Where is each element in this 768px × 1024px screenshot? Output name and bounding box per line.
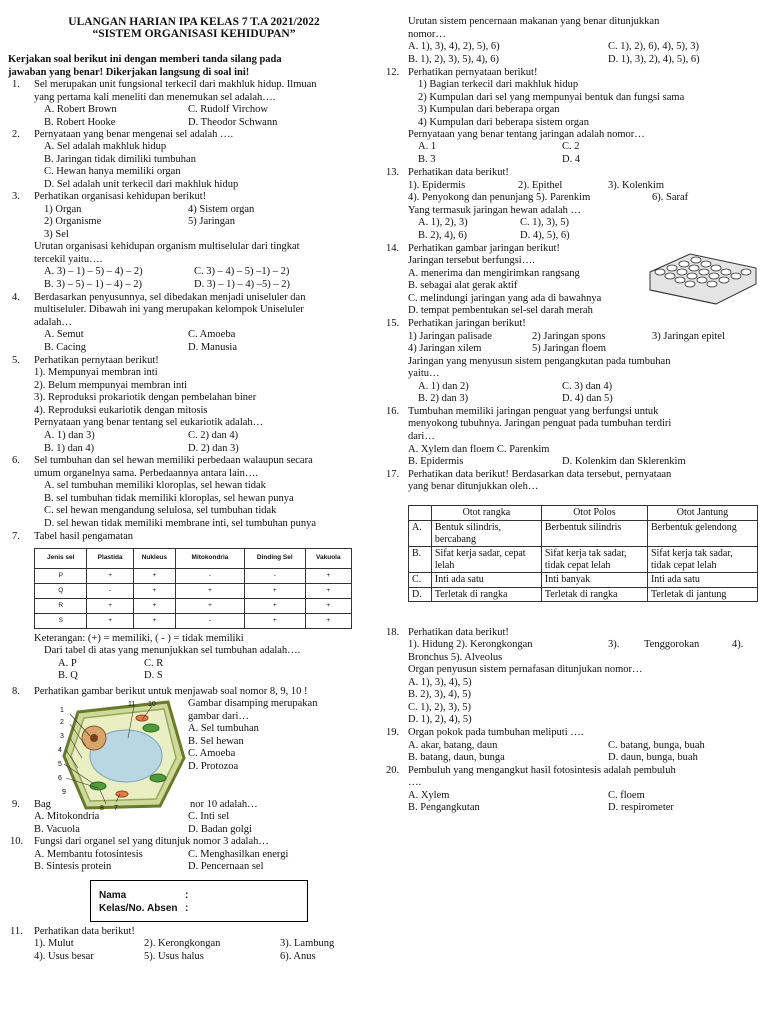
table-cell: + xyxy=(87,569,133,584)
question-text: nor 10 adalah… xyxy=(190,799,258,810)
question-number: 16. xyxy=(386,406,400,417)
name-box xyxy=(90,880,308,922)
list-item: 2). Epithel xyxy=(518,180,563,191)
question-text: Jaringan yang menyusun sistem pengangkutan pada tumbuhan xyxy=(408,356,671,367)
table-cell: S xyxy=(35,614,87,629)
option-c[interactable]: C. Inti sel xyxy=(188,811,230,822)
question-text: Perhatikan organisasi kehidupan berikut! xyxy=(34,191,207,202)
list-item: Bronchus 5). Alveolus xyxy=(408,652,503,663)
question-number: 8. xyxy=(12,686,20,697)
question-text: Pernyataan yang benar tentang sel eukariotik adalah… xyxy=(34,417,264,428)
list-item: 2) Organisme xyxy=(44,216,102,227)
option-b[interactable]: B. 1), 2), 3), 5), 4), 6) xyxy=(408,54,499,65)
option-c[interactable]: C. 3) – 4) – 5) –1) – 2) xyxy=(194,266,290,277)
question-text: Perhatikan data berikut! xyxy=(408,167,509,178)
class-label: Kelas/No. Absen xyxy=(99,903,178,914)
list-item: 4). Penyokong dan penunjang 5). Parenkim xyxy=(408,192,591,203)
option-a[interactable]: A. 1 xyxy=(418,141,437,152)
table-cell: Inti banyak xyxy=(541,573,647,588)
option-c[interactable]: C. floem xyxy=(608,790,645,801)
option-a[interactable]: A. 1) dan 2) xyxy=(418,381,469,392)
list-item: 6). Anus xyxy=(280,951,316,962)
question-number: 10. xyxy=(10,836,24,847)
option-b[interactable]: B. 2), 3), 4), 5) xyxy=(408,689,471,700)
option-d[interactable]: D. Sel adalah unit terkecil dari makhluk hidup xyxy=(44,179,239,190)
list-item: 4) Jaringan xilem xyxy=(408,343,482,354)
question-text: tercekil yaitu…. xyxy=(34,254,103,265)
list-item: 3). Lambung xyxy=(280,938,335,949)
question-number: 19. xyxy=(386,727,400,738)
option-c[interactable]: C. Hewan hanya memiliki organ xyxy=(44,166,181,177)
question-number: 4. xyxy=(12,292,20,303)
question-number: 14. xyxy=(386,243,400,254)
question-number: 9. xyxy=(12,799,20,810)
question-text: Perhatikan pernyataan berikut! xyxy=(408,67,538,78)
table-cell: + xyxy=(244,584,305,599)
question-text: Perhatikan jaringan berikut! xyxy=(408,318,526,329)
question-text: Urutan organisasi kehidupan organism multiselular dari tingkat xyxy=(34,241,300,252)
table-cell: + xyxy=(87,599,133,614)
nucleolus xyxy=(90,734,98,742)
question-text: Fungsi dari organel sel yang ditunjuk nomor 3 adalah… xyxy=(34,836,269,847)
table-header: Mitokondria xyxy=(175,549,244,569)
list-item: 4) Kumpulan dari beberapa sistem organ xyxy=(418,117,589,128)
option-b[interactable]: B. Jaringan tidak dimiliki tumbuhan xyxy=(44,154,196,165)
name-colon: : xyxy=(185,890,189,901)
question-text: Jaringan tersebut berfungsi…. xyxy=(408,255,535,266)
observation-table xyxy=(34,548,352,629)
option-a[interactable]: A. Sel tumbuhan xyxy=(188,723,259,734)
question-text: Pernyataan yang benar mengenai sel adalah …. xyxy=(34,129,234,140)
list-item: 3) Kumpulan dari beberapa organ xyxy=(418,104,560,115)
table-cell: Bentuk silindris, bercabang xyxy=(431,521,541,547)
table-cell: + xyxy=(133,584,175,599)
list-item: 5). Usus halus xyxy=(144,951,204,962)
option-d[interactable]: D. Theodor Schwann xyxy=(188,117,278,128)
question-text: yang pertama kali meneliti dan menemukan sel adalah…. xyxy=(34,92,276,103)
question-number: 18. xyxy=(386,627,400,638)
question-number: 15. xyxy=(386,318,400,329)
list-item: 3) Jaringan epitel xyxy=(652,331,725,342)
table-cell: Inti ada satu xyxy=(431,573,541,588)
question-text: Pernyataan yang benar tentang jaringan adalah nomor… xyxy=(408,129,645,140)
option-d[interactable]: D. Manusia xyxy=(188,342,237,353)
option-d[interactable]: D. 4) dan 5) xyxy=(562,393,613,404)
table-cell: - xyxy=(87,584,133,599)
option-b[interactable]: B. Sintesis protein xyxy=(34,861,112,872)
option-b[interactable]: B. Epidermis xyxy=(408,456,464,467)
option-a[interactable]: A. 1), 3), 4), 2), 5), 6) xyxy=(408,41,500,52)
question-text: …. xyxy=(408,777,422,788)
table-legend: Keterangan: (+) = memiliki, ( - ) = tidak memiliki xyxy=(34,633,244,644)
option-d[interactable]: D. 2) dan 3) xyxy=(188,443,239,454)
option-a[interactable]: A. P xyxy=(58,658,77,669)
list-item: 4). xyxy=(732,639,744,650)
instruction-line-1: Kerjakan soal berikut ini dengan memberi tanda silang pada xyxy=(8,54,282,65)
list-item: 1). Mempunyai membran inti xyxy=(34,367,158,378)
list-item: 1). Mulut xyxy=(34,938,74,949)
option-a[interactable]: A. Robert Brown xyxy=(44,104,117,115)
question-number: 5. xyxy=(12,355,20,366)
list-item: Tenggorokan xyxy=(644,639,700,650)
option-d[interactable]: D. Protozoa xyxy=(188,761,239,772)
table-cell: D. xyxy=(409,587,432,602)
question-text: Sel merupakan unit fungsional terkecil dari makhluk hidup. Ilmuan xyxy=(34,79,317,90)
option-c[interactable]: C. 3) dan 4) xyxy=(562,381,613,392)
option-c[interactable]: C. 2 xyxy=(562,141,580,152)
table-row[interactable] xyxy=(409,573,758,588)
table-cell: Terletak di rangka xyxy=(541,587,647,602)
instruction-line-2: jawaban yang benar! Dikerjakan langsung di soal ini! xyxy=(8,67,250,78)
table-cell: + xyxy=(87,614,133,629)
list-item: 3). xyxy=(608,639,620,650)
cell-label: 6 xyxy=(58,775,62,782)
question-text: Berdasarkan penyusunnya, sel dibedakan menjadi uniseluler dan xyxy=(34,292,306,303)
option-d[interactable]: D. daun, bunga, buah xyxy=(608,752,698,763)
cell-label: 2 xyxy=(60,719,64,726)
table-cell: + xyxy=(133,614,175,629)
table-cell: + xyxy=(133,569,175,584)
table-cell: Berbentuk gelendong xyxy=(647,521,757,547)
table-cell: - xyxy=(244,569,305,584)
question-text: Perhatikan pernytaan berikut! xyxy=(34,355,159,366)
option-c[interactable]: C. 2) dan 4) xyxy=(188,430,239,441)
option-b[interactable]: B. Vacuola xyxy=(34,824,80,835)
question-text: Organ pokok pada tumbuhan meliputi …. xyxy=(408,727,584,738)
option-a[interactable]: A. Mitokondria xyxy=(34,811,100,822)
option-b[interactable]: B. Pengangkutan xyxy=(408,802,480,813)
cell-label: 7 xyxy=(114,805,118,812)
question-text: yaitu… xyxy=(408,368,440,379)
list-item: 2) Jaringan spons xyxy=(532,331,606,342)
option-c[interactable]: C. sel hewan mengandung selulosa, sel tumbuhan tidak xyxy=(44,505,277,516)
table-cell: - xyxy=(175,614,244,629)
cell-label: 8 xyxy=(100,805,104,812)
option-c[interactable]: C. Menghasilkan energi xyxy=(188,849,289,860)
question-number: 2. xyxy=(12,129,20,140)
table-header: Jenis sel xyxy=(35,549,87,569)
table-cell: Terletak di jantung xyxy=(647,587,757,602)
option-d[interactable]: D. respirometer xyxy=(608,802,674,813)
table-cell: Berbentuk silindris xyxy=(541,521,647,547)
option-a[interactable]: A. Xylem dan floem C. Parenkim xyxy=(408,444,550,455)
cell-label: 4 xyxy=(58,747,62,754)
chloroplast xyxy=(150,774,166,782)
option-a[interactable]: A. Semut xyxy=(44,329,84,340)
table-header xyxy=(409,506,432,521)
option-b[interactable]: B. 2) dan 3) xyxy=(418,393,469,404)
option-b[interactable]: B. sebagai alat gerak aktif xyxy=(408,280,518,291)
list-item: 1). Epidermis xyxy=(408,180,466,191)
question-text: Urutan sistem pencernaan makanan yang benar ditunjukkan xyxy=(408,16,660,27)
cell-label: 10 xyxy=(148,701,156,708)
page-title: ULANGAN HARIAN IPA KELAS 7 T.A 2021/2022 xyxy=(68,16,320,28)
table-cell: - xyxy=(175,569,244,584)
table-cell: Q xyxy=(35,584,87,599)
question-text: gambar dari… xyxy=(188,711,249,722)
mitochondria xyxy=(136,715,148,721)
option-d[interactable]: D. 4), 5), 6) xyxy=(520,230,570,241)
table-cell: + xyxy=(175,599,244,614)
question-number: 6. xyxy=(12,455,20,466)
name-label: Nama xyxy=(99,890,127,901)
option-b[interactable]: B. Robert Hooke xyxy=(44,117,116,128)
list-item: 5) Jaringan xyxy=(188,216,235,227)
list-item: 3). Reproduksi prokariotik dengan pembelahan biner xyxy=(34,392,257,403)
option-a[interactable]: A. Xylem xyxy=(408,790,450,801)
mitochondria xyxy=(116,791,128,797)
question-number: 17. xyxy=(386,469,400,480)
option-a[interactable]: A. akar, batang, daun xyxy=(408,740,498,751)
question-text: yang benar ditunjukkan oleh… xyxy=(408,481,539,492)
question-number: 12. xyxy=(386,67,400,78)
table-cell: Sifat kerja tak sadar, tidak cepat lelah xyxy=(647,547,757,573)
table-header: Vakuola xyxy=(305,549,351,569)
table-cell: + xyxy=(175,584,244,599)
list-item: 1) Jaringan palisade xyxy=(408,331,492,342)
table-cell: Sifat kerja tak sadar, tidak cepat lelah xyxy=(541,547,647,573)
option-d[interactable]: D. Pencernaan sel xyxy=(188,861,264,872)
muscle-table xyxy=(408,505,758,602)
option-d[interactable]: D. S xyxy=(144,670,163,681)
table-row xyxy=(35,614,352,629)
list-item: 1) Organ xyxy=(44,204,82,215)
question-text: Tumbuhan memiliki jaringan penguat yang berfungsi untuk xyxy=(408,406,659,417)
table-cell: Terletak di rangka xyxy=(431,587,541,602)
table-cell: + xyxy=(305,614,351,629)
question-text: Bag xyxy=(34,799,51,810)
option-d[interactable]: D. 4 xyxy=(562,154,581,165)
option-c[interactable]: C. 1), 2), 3), 5) xyxy=(408,702,471,713)
option-d[interactable]: D. 3) – 1) – 4) –5) – 2) xyxy=(194,279,290,290)
option-b[interactable]: B. Cacing xyxy=(44,342,86,353)
list-item: 5) Jaringan floem xyxy=(532,343,607,354)
cell-label: 1 xyxy=(60,707,64,714)
table-cell: + xyxy=(244,599,305,614)
list-item: 4) Sistem organ xyxy=(188,204,255,215)
question-number: 7. xyxy=(12,531,20,542)
option-c[interactable]: C. 1), 3), 5) xyxy=(520,217,569,228)
option-a[interactable]: A. sel tumbuhan memiliki kloroplas, sel hewan tidak xyxy=(44,480,266,491)
question-text: multiseluler. Dibawah ini yang merupakan kelompok Uniseluler xyxy=(34,304,304,315)
question-text: Perhatikan gambar jaringan berikut! xyxy=(408,243,560,254)
table-row[interactable] xyxy=(409,547,758,573)
option-b[interactable]: B. Q xyxy=(58,670,78,681)
table-cell: + xyxy=(133,599,175,614)
table-header: Otot Jantung xyxy=(647,506,757,521)
list-item: 1). Hidung 2). Kerongkongan xyxy=(408,639,533,650)
list-item: 2) Kumpulan dari sel yang mempunyai bentuk dan fungsi sama xyxy=(418,92,685,103)
list-item: 3). Kolenkim xyxy=(608,180,664,191)
page-subtitle: “SISTEM ORGANISASI KEHIDUPAN” xyxy=(92,28,296,40)
table-header: Otot Polos xyxy=(541,506,647,521)
option-a[interactable]: A. 3) – 1) – 5) – 4) – 2) xyxy=(44,266,143,277)
option-d[interactable]: D. tempat pembentukan sel-sel darah merah xyxy=(408,305,593,316)
list-item: 6). Saraf xyxy=(652,192,689,203)
question-text: Tabel hasil pengamatan xyxy=(34,531,133,542)
question-number: 13. xyxy=(386,167,400,178)
option-d[interactable]: D. Kolenkim dan Sklerenkim xyxy=(562,456,686,467)
table-header: Otot rangka xyxy=(431,506,541,521)
question-number: 20. xyxy=(386,765,400,776)
class-colon: : xyxy=(185,903,189,914)
question-text: Organ penyusun sistem pernafasan ditunjukan nomor… xyxy=(408,664,643,675)
table-header: Nukleus xyxy=(133,549,175,569)
question-text: menyokong tubuhnya. Jaringan penguat pada tumbuhan terdiri xyxy=(408,418,672,429)
option-d[interactable]: D. Badan golgi xyxy=(188,824,252,835)
question-text: Perhatikan data berikut! xyxy=(408,627,509,638)
table-cell: + xyxy=(305,584,351,599)
tissue-image xyxy=(646,250,758,308)
option-b[interactable]: B. 2), 4), 6) xyxy=(418,230,467,241)
question-text: Yang termasuk jaringan hewan adalah … xyxy=(408,205,582,216)
list-item: 2). Belum mempunyai membran inti xyxy=(34,380,188,391)
table-cell: A. xyxy=(409,521,432,547)
table-cell: + xyxy=(244,614,305,629)
table-header: Dinding Sel xyxy=(244,549,305,569)
question-text: Sel tumbuhan dan sel hewan memiliki perbedaan walaupun secara xyxy=(34,455,313,466)
table-cell: B. xyxy=(409,547,432,573)
option-c[interactable]: C. batang, bunga, buah xyxy=(608,740,705,751)
question-text: Perhatikan data berikut! xyxy=(34,926,135,937)
question-text: nomor… xyxy=(408,29,446,40)
list-item: 4). Reproduksi eukariotik dengan mitosis xyxy=(34,405,208,416)
option-a[interactable]: A. 1) dan 3) xyxy=(44,430,95,441)
option-c[interactable]: C. melindungi jaringan yang ada di bawahnya xyxy=(408,293,602,304)
table-cell: + xyxy=(305,599,351,614)
table-cell: + xyxy=(305,569,351,584)
question-number: 11. xyxy=(10,926,23,937)
table-cell: R xyxy=(35,599,87,614)
option-b[interactable]: B. sel tumbuhan tidak memiliki kloroplas, sel hewan punya xyxy=(44,493,294,504)
option-a[interactable]: A. menerima dan mengirimkan rangsang xyxy=(408,268,580,279)
table-row[interactable] xyxy=(409,587,758,602)
option-a[interactable]: A. 1), 2), 3) xyxy=(418,217,468,228)
table-row xyxy=(35,584,352,599)
list-item: 2). Kerongkongan xyxy=(144,938,221,949)
question-text: umum organelnya sama. Perbedaannya antara lain…. xyxy=(34,468,259,479)
table-cell: C. xyxy=(409,573,432,588)
option-a[interactable]: A. Sel adalah makhluk hidup xyxy=(44,141,167,152)
option-d[interactable]: D. 1), 3), 2), 4), 5), 6) xyxy=(608,54,700,65)
cell-label: 11 xyxy=(128,701,136,708)
option-c[interactable]: C. R xyxy=(144,658,164,669)
list-item: 1) Bagian terkecil dari makhluk hidup xyxy=(418,79,579,90)
question-text: Perhatikan data berikut! Berdasarkan data tersebut, pernyataan xyxy=(408,469,672,480)
table-row xyxy=(35,569,352,584)
question-number: 1. xyxy=(12,79,20,90)
question-number: 3. xyxy=(12,191,20,202)
option-b[interactable]: B. batang, daun, bunga xyxy=(408,752,505,763)
question-text: Dari tabel di atas yang menunjukkan sel tumbuhan adalah…. xyxy=(44,645,301,656)
question-text: Pembuluh yang mengangkut hasil fotosintesis adalah pembuluh xyxy=(408,765,676,776)
question-text: Gambar disamping merupakan xyxy=(188,698,318,709)
table-row xyxy=(35,599,352,614)
list-item: 3) Sel xyxy=(44,229,69,240)
option-d[interactable]: D. sel hewan tidak memiliki membrane inti, sel tumbuhan punya xyxy=(44,518,317,529)
option-c[interactable]: C. Amoeba xyxy=(188,329,236,340)
plant-cell-image xyxy=(56,698,188,812)
option-c[interactable]: C. 1), 2), 6), 4), 5), 3) xyxy=(608,41,699,52)
table-row[interactable] xyxy=(409,521,758,547)
list-item: 4). Usus besar xyxy=(34,951,94,962)
option-d[interactable]: D. 1), 2), 4), 5) xyxy=(408,714,472,725)
option-a[interactable]: A. 1), 3), 4), 5) xyxy=(408,677,472,688)
question-text: adalah… xyxy=(34,317,72,328)
table-cell: P xyxy=(35,569,87,584)
table-cell: Sifat kerja sadar, cepat lelah xyxy=(431,547,541,573)
option-c[interactable]: C. Amoeba xyxy=(188,748,236,759)
table-header: Plastida xyxy=(87,549,133,569)
option-b[interactable]: B. 3 xyxy=(418,154,436,165)
cell-label: 3 xyxy=(60,733,64,740)
question-text: dari… xyxy=(408,431,435,442)
question-text: Perhatikan gambar berikut untuk menjawab soal nomor 8, 9, 10 ! xyxy=(34,686,308,697)
option-b[interactable]: B. Sel hewan xyxy=(188,736,244,747)
table-cell: Inti ada satu xyxy=(647,573,757,588)
cell-label: 5 xyxy=(58,761,62,768)
chloroplast xyxy=(143,724,159,732)
option-b[interactable]: B. 3) – 5) – 1) – 4) – 2) xyxy=(44,279,142,290)
option-b[interactable]: B. 1) dan 4) xyxy=(44,443,95,454)
option-c[interactable]: C. Rudolf Virchow xyxy=(188,104,268,115)
option-a[interactable]: A. Membantu fotosintesis xyxy=(34,849,143,860)
cell-label: 9 xyxy=(62,789,66,796)
